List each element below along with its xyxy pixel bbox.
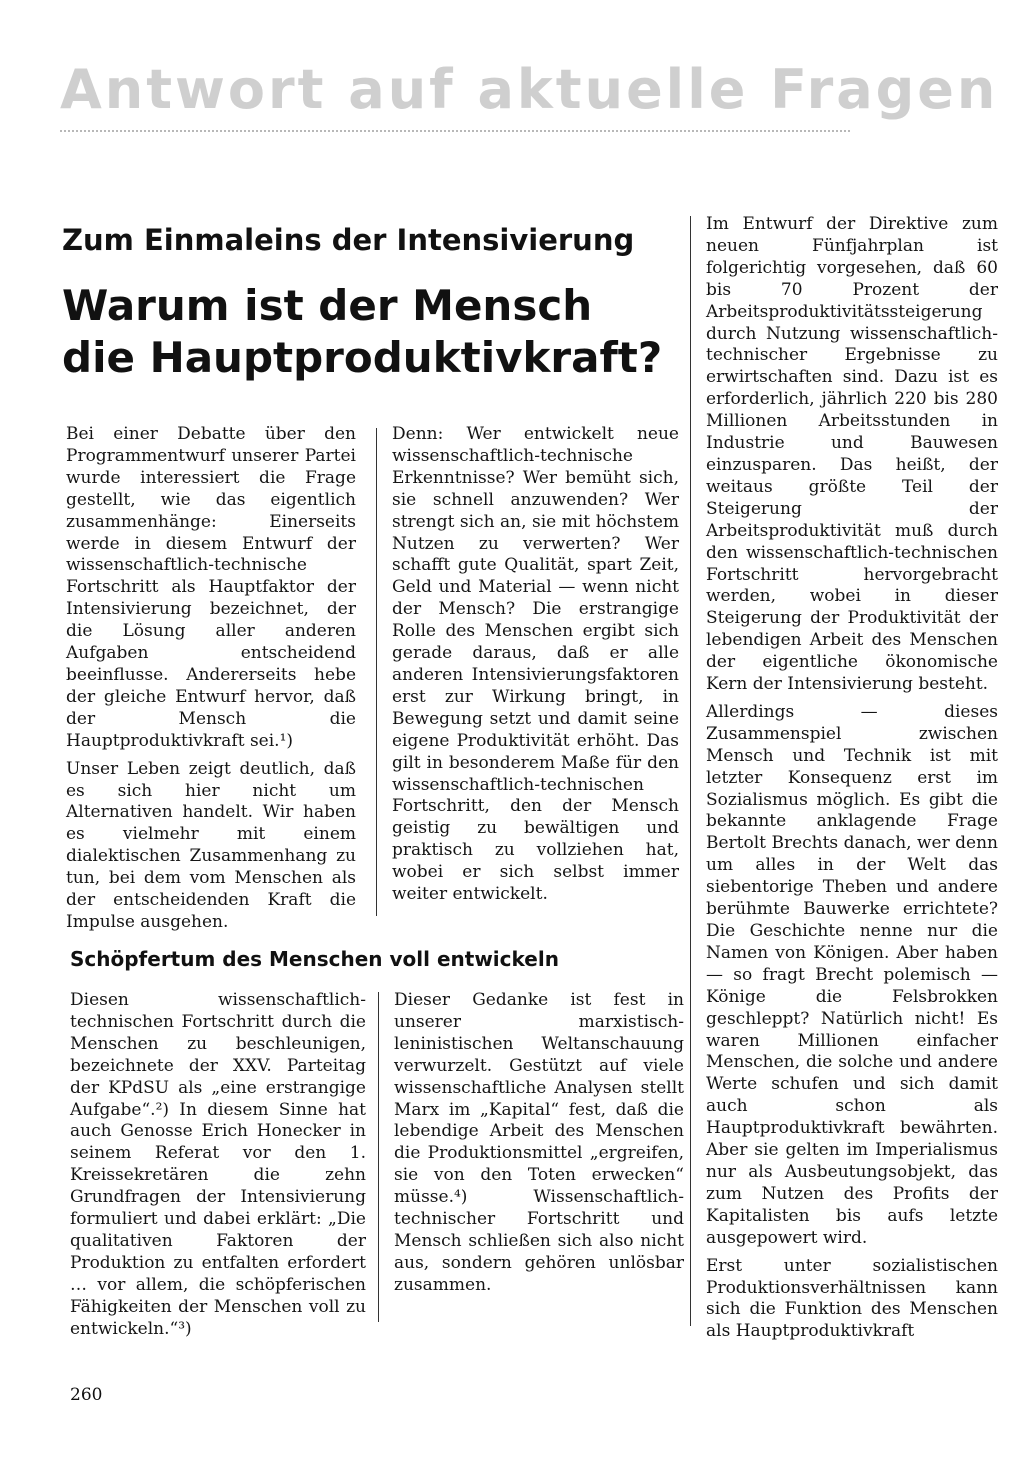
paragraph: Bei einer Debatte über den Programmentwurf unserer Partei wurde interessiert die Frage gestellt, wie das eigentlich zusammenhänge: Einerseits werde in diesem Entwurf der wissenschaftlich-technische Fortschritt als Hauptfaktor der Intensivierung bezeichnet, der die Lösung aller anderen Aufgaben entscheidend beeinflusse. Andererseits hebe der gleiche Entwurf hervor, daß der Mensch die Hauptproduktivkraft sei.¹): [66, 424, 356, 751]
paragraph: Unser Leben zeigt deutlich, daß es sich hier nicht um Alternativen handelt. Wir haben es vielmehr mit einem dialektischen Zusammenhang zu tun, bei dem vom Menschen als der entscheidenden Kraft die Impulse ausgehen.: [66, 758, 356, 932]
headline-line-2: die Hauptproduktivkraft?: [62, 333, 663, 382]
section-header: Antwort auf aktuelle Fragen: [60, 58, 999, 121]
section2-column-2: [394, 990, 684, 1297]
section1-column-2: [392, 424, 679, 906]
page-number: 260: [70, 1385, 103, 1405]
paragraph: Dieser Gedanke ist fest in unserer marxistisch-leninistischen Weltanschauung verwurzelt. Gestützt auf viele wissenschaftliche Analysen stellt Marx im „Kapital“ fest, daß die lebendige Arbeit des Menschen die Produktionsmittel „ergreifen, sie von den Toten erwecken“ müsse.⁴) Wissenschaftlich-technischer Fortschritt und Mensch schließen sich also nicht aus, sondern gehören unlösbar zusammen.: [394, 990, 684, 1295]
column-rule: [376, 428, 377, 916]
column-rule: [378, 992, 379, 1322]
paragraph: Im Entwurf der Direktive zum neuen Fünfjahrplan ist folgerichtig vorgesehen, daß 60 bis 70 Prozent der Arbeitsproduktivitätssteigerung durch Nutzung wissenschaftlich-technischer Ergebnisse zu erwirtschaften sind. Dazu ist es erforderlich, jährlich 220 bis 280 Millionen Arbeitsstunden in Industrie und Bauwesen einzusparen. Das heißt, der weitaus größte Teil der Steigerung der Arbeitsproduktivität muß durch den wissenschaftlich-technischen Fortschritt hervorgebracht werden, wobei in dieser Steigerung der Produktivität der lebendigen Arbeit des Menschen der eigentliche ökonomische Kern der Intensivierung besteht.: [706, 214, 998, 695]
article-headline: [62, 280, 662, 384]
section1-column-1: [66, 424, 356, 934]
section2-column-1: [70, 990, 366, 1341]
paragraph: Denn: Wer entwickelt neue wissenschaftlich-technische Erkenntnisse? Wer bemüht sich, sie schnell anzuwenden? Wer strengt sich an, sie mit höchstem Nutzen zu verwerten? Wer schafft gute Qualität, spart Zeit, Geld und Material — wenn nicht der Mensch? Die erstrangige Rolle des Menschen ergibt sich gerade daraus, daß er alle anderen Intensivierungsfaktoren erst zur Wirkung bringt, in Bewegung setzt und damit seine eigene Produktivität erhöht. Das gilt in besonderem Maße für den wissenschaftlich-technischen Fortschritt, den der Mensch geistig zu bewältigen und praktisch zu vollziehen hat, wobei er sich selbst immer weiter entwickelt.: [392, 424, 679, 905]
article-kicker: Zum Einmaleins der Intensivierung: [62, 223, 635, 257]
section-subheading: Schöpfertum des Menschen voll entwickeln: [70, 947, 559, 971]
paragraph: Erst unter sozialistischen Produktionsverhältnissen kann sich die Funktion des Menschen als Hauptproduktivkraft: [706, 1255, 998, 1342]
header-divider: [60, 130, 850, 132]
right-column: [706, 214, 998, 1343]
column-rule: [690, 216, 691, 1326]
paragraph: Allerdings — dieses Zusammenspiel zwischen Mensch und Technik ist mit letzter Konsequenz erst im Sozialismus möglich. Es gibt die bekannte anklagende Frage Bertolt Brechts danach, wer denn um alles in der Welt das siebentorige Theben und andere berühmte Bauwerke errichtete? Die Geschichte nenne nur die Namen von Königen. Aber haben — so fragt Brecht polemisch — Könige die Felsbrokken geschleppt? Natürlich nicht! Es waren Millionen einfacher Menschen, die solche und andere Werte schufen und sich damit auch schon als Hauptproduktivkraft bewährten. Aber sie gelten im Imperialismus nur als Ausbeutungsobjekt, das zum Nutzen des Profits der Kapitalisten bis aufs letzte ausgepowert wird.: [706, 701, 998, 1248]
headline-line-1: Warum ist der Mensch: [62, 281, 593, 330]
paragraph: Diesen wissenschaftlich-technischen Fortschritt durch die Menschen zu beschleunigen, bezeichnete der XXV. Parteitag der KPdSU als „eine erstrangige Aufgabe“.²) In diesem Sinne hat auch Genosse Erich Honecker in seinem Referat vor den 1. Kreissekretären die zehn Grundfragen der Intensivierung formuliert und dabei erklärt: „Die qualitativen Faktoren der Produktion zu entfalten erfordert … vor allem, die schöpferischen Fähigkeiten der Menschen voll zu entwickeln.“³): [70, 990, 366, 1339]
